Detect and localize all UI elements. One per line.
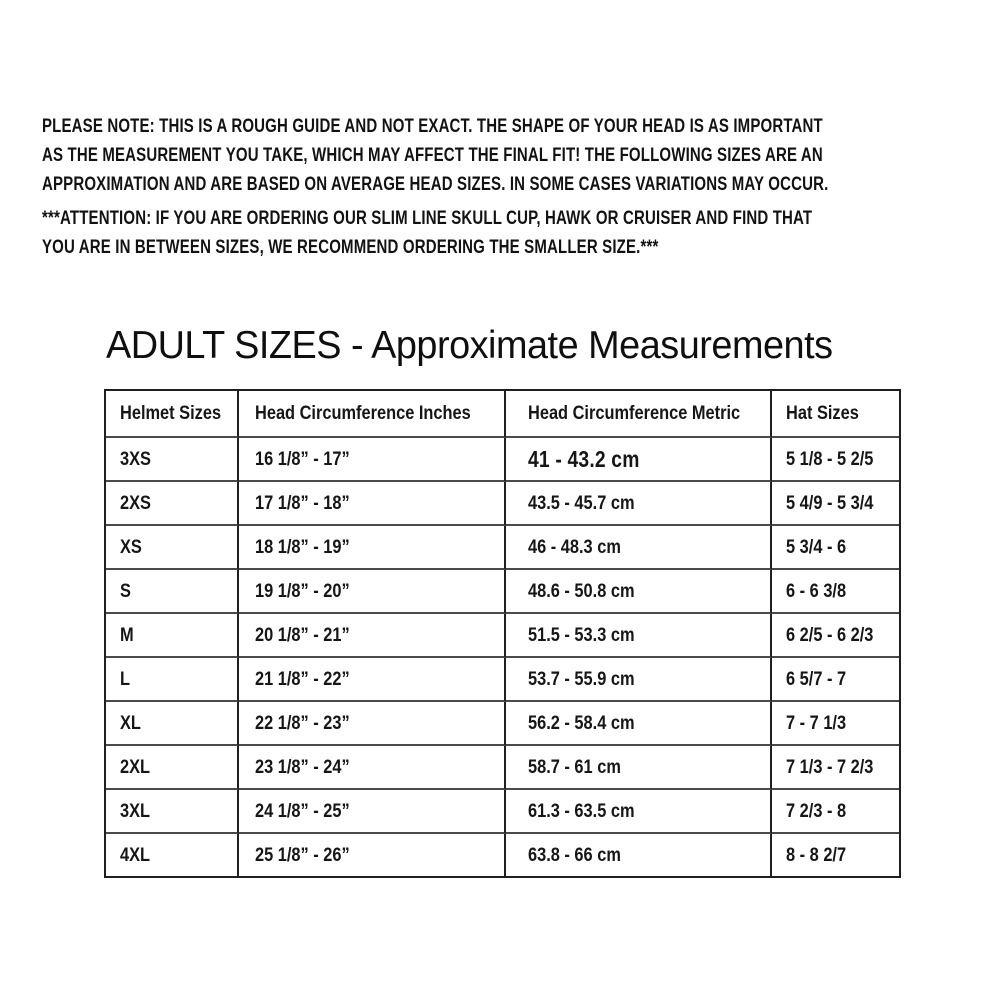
col-header-label: Head Circumference Metric — [528, 402, 741, 424]
col-header-hat-sizes — [772, 391, 899, 438]
table-cell — [772, 570, 899, 614]
cell-value: 4XL — [120, 843, 151, 866]
disclaimer-line: APPROXIMATION AND ARE BASED ON AVERAGE HEAD SIZES. IN SOME CASES VARIATIONS MAY OCCUR. — [42, 174, 829, 195]
page-title: ADULT SIZES - Approximate Measurements — [106, 324, 833, 367]
cell-value: 7 - 7 1/3 — [786, 711, 847, 734]
table-cell — [239, 746, 506, 790]
col-header-label: Helmet Sizes — [120, 402, 222, 424]
table-cell — [772, 614, 899, 658]
table-cell — [506, 790, 772, 834]
table-cell — [106, 482, 239, 526]
table-cell — [506, 746, 772, 790]
disclaimer-line: AS THE MEASUREMENT YOU TAKE, WHICH MAY AFFECT THE FINAL FIT! THE FOLLOWING SIZES ARE AN — [42, 145, 823, 166]
cell-value: 17 1/8” - 18” — [255, 491, 350, 514]
cell-value: 46 - 48.3 cm — [528, 535, 622, 558]
table-cell — [239, 834, 506, 876]
cell-value: XS — [120, 535, 142, 558]
col-header-label: Head Circumference Inches — [255, 402, 471, 424]
table-cell — [772, 746, 899, 790]
size-table-body — [106, 438, 899, 876]
table-row — [106, 790, 899, 834]
cell-value: 18 1/8” - 19” — [255, 535, 350, 558]
cell-value: 25 1/8” - 26” — [255, 843, 350, 866]
table-row — [106, 438, 899, 482]
col-header-label: Hat Sizes — [786, 402, 859, 424]
cell-value: 21 1/8” - 22” — [255, 667, 350, 690]
cell-value: 53.7 - 55.9 cm — [528, 667, 636, 690]
cell-value: 20 1/8” - 21” — [255, 623, 350, 646]
cell-value: 6 5/7 - 7 — [786, 667, 847, 690]
table-row — [106, 614, 899, 658]
col-header-helmet-sizes — [106, 391, 239, 438]
cell-value: 23 1/8” - 24” — [255, 755, 350, 778]
table-row — [106, 658, 899, 702]
cell-value: 7 1/3 - 7 2/3 — [786, 755, 874, 778]
table-cell — [239, 658, 506, 702]
table-cell — [772, 438, 899, 482]
table-cell — [772, 482, 899, 526]
cell-value: 22 1/8” - 23” — [255, 711, 350, 734]
table-row — [106, 526, 899, 570]
cell-value: 7 2/3 - 8 — [786, 799, 847, 822]
table-row — [106, 702, 899, 746]
cell-value: 61.3 - 63.5 cm — [528, 799, 636, 822]
table-cell — [506, 614, 772, 658]
table-cell — [772, 526, 899, 570]
table-cell — [506, 658, 772, 702]
table-cell — [239, 526, 506, 570]
attention-line: ***ATTENTION: IF YOU ARE ORDERING OUR SLIM LINE SKULL CUP, HAWK OR CRUISER AND FIND THAT — [42, 208, 813, 229]
cell-value: 41 - 43.2 cm — [528, 445, 641, 472]
table-row — [106, 482, 899, 526]
table-row — [106, 834, 899, 876]
cell-value: 5 1/8 - 5 2/5 — [786, 447, 874, 470]
table-row — [106, 570, 899, 614]
cell-value: L — [120, 667, 131, 690]
table-cell — [239, 570, 506, 614]
table-cell — [106, 570, 239, 614]
disclaimer-note — [42, 112, 828, 199]
cell-value: 48.6 - 50.8 cm — [528, 579, 636, 602]
cell-value: 3XL — [120, 799, 151, 822]
table-cell — [506, 834, 772, 876]
table-cell — [239, 702, 506, 746]
cell-value: 58.7 - 61 cm — [528, 755, 622, 778]
cell-value: 16 1/8” - 17” — [255, 447, 350, 470]
table-cell — [239, 438, 506, 482]
cell-value: 6 - 6 3/8 — [786, 579, 847, 602]
table-cell — [106, 834, 239, 876]
table-cell — [106, 614, 239, 658]
table-cell — [106, 438, 239, 482]
cell-value: 5 4/9 - 5 3/4 — [786, 491, 874, 514]
table-cell — [772, 834, 899, 876]
cell-value: 6 2/5 - 6 2/3 — [786, 623, 874, 646]
table-cell — [772, 702, 899, 746]
cell-value: 3XS — [120, 447, 151, 470]
table-header-row — [106, 391, 899, 438]
cell-value: 19 1/8” - 20” — [255, 579, 350, 602]
table-cell — [106, 702, 239, 746]
table-cell — [239, 614, 506, 658]
table-cell — [106, 790, 239, 834]
cell-value: 24 1/8” - 25” — [255, 799, 350, 822]
cell-value: XL — [120, 711, 141, 734]
table-cell — [239, 482, 506, 526]
cell-value: M — [120, 623, 134, 646]
col-header-head-circumference-inches — [239, 391, 506, 438]
table-cell — [772, 658, 899, 702]
table-cell — [506, 438, 772, 482]
table-cell — [506, 702, 772, 746]
cell-value: 2XS — [120, 491, 151, 514]
cell-value: 5 3/4 - 6 — [786, 535, 847, 558]
cell-value: 56.2 - 58.4 cm — [528, 711, 636, 734]
disclaimer-line: PLEASE NOTE: THIS IS A ROUGH GUIDE AND NOT EXACT. THE SHAPE OF YOUR HEAD IS AS IMPORTANT — [42, 116, 823, 137]
table-cell — [239, 790, 506, 834]
table-cell — [506, 526, 772, 570]
size-table — [104, 389, 901, 878]
cell-value: 43.5 - 45.7 cm — [528, 491, 636, 514]
table-row — [106, 746, 899, 790]
table-cell — [772, 790, 899, 834]
cell-value: S — [120, 579, 131, 602]
cell-value: 8 - 8 2/7 — [786, 843, 847, 866]
col-header-head-circumference-metric — [506, 391, 772, 438]
table-cell — [106, 658, 239, 702]
table-cell — [106, 526, 239, 570]
cell-value: 51.5 - 53.3 cm — [528, 623, 636, 646]
table-cell — [506, 482, 772, 526]
table-cell — [506, 570, 772, 614]
cell-value: 2XL — [120, 755, 151, 778]
cell-value: 63.8 - 66 cm — [528, 843, 622, 866]
attention-line: YOU ARE IN BETWEEN SIZES, WE RECOMMEND ORDERING THE SMALLER SIZE.*** — [42, 237, 659, 258]
table-cell — [106, 746, 239, 790]
attention-note — [42, 204, 812, 262]
